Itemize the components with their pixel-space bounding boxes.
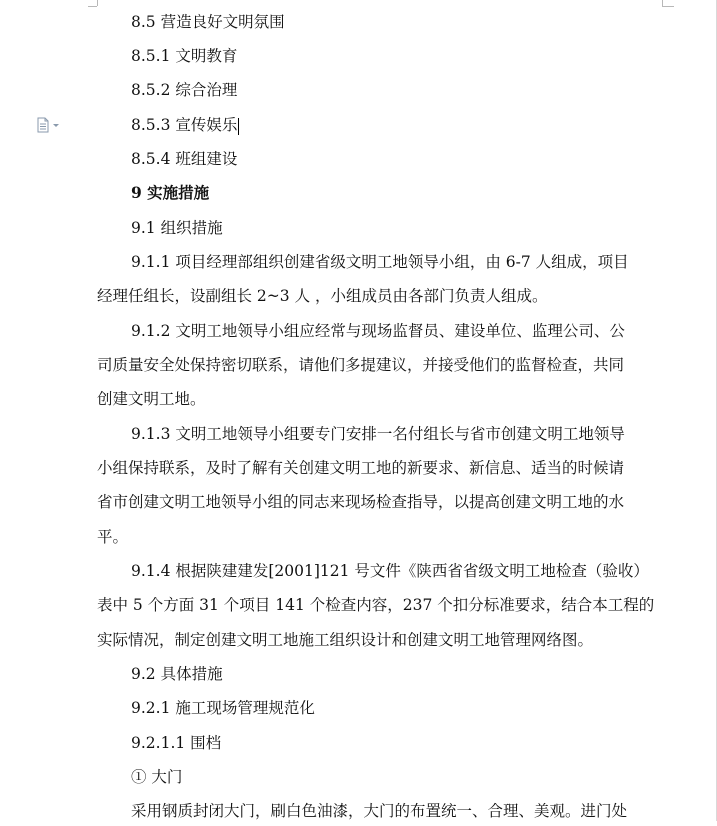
paragraph-9-1-1-line-1: 9.1.1 项目经理部组织创建省级文明工地领导小组，由 6-7 人组成，项目 xyxy=(131,253,629,271)
text-cursor xyxy=(238,118,239,135)
heading-9-2: 9.2 具体措施 xyxy=(131,665,223,683)
heading-8-5-3[interactable] xyxy=(131,110,697,140)
paragraph-9-1-4-line-3: 实际情况，制定创建文明工地施工组织设计和创建文明工地管理网络图。 xyxy=(97,631,594,649)
paragraph-9-1-3-line-3: 省市创建文明工地领导小组的同志来现场检查指导，以提高创建文明工地的水 xyxy=(97,493,625,511)
document-options-icon[interactable] xyxy=(36,117,62,133)
heading-9-2-1: 9.2.1 施工现场管理规范化 xyxy=(131,699,315,717)
paragraph-9-1-4-line-2: 表中 5 个方面 31 个项目 141 个检查内容，237 个扣分标准要求，结合本工程的 xyxy=(97,596,655,614)
paragraph-9-1-4-line-1: 9.1.4 根据陕建建发[2001]121 号文件《陕西省省级文明工地检查（验收） xyxy=(131,562,649,580)
paragraph-gate-line-1: 采用钢质封闭大门，刷白色油漆，大门的布置统一、合理、美观。进门处 xyxy=(131,802,628,820)
paragraph-9-1-1-line-2: 经理任组长，设副组长 2~3 人 ，小组成员由各部门负责人组成。 xyxy=(97,287,548,305)
list-item-gate: ① 大门 xyxy=(131,768,183,786)
heading-8-5: 8.5 营造良好文明氛围 xyxy=(131,13,285,31)
heading-9: 9 实施措施 xyxy=(131,183,210,202)
paragraph-9-1-2-line-3: 创建文明工地。 xyxy=(97,390,206,408)
heading-8-5-2: 8.5.2 综合治理 xyxy=(131,81,238,99)
heading-8-5-3-text: 8.5.3 宣传娱乐 xyxy=(131,116,238,134)
page-corner-top-left xyxy=(97,0,98,6)
paragraph-9-1-3-line-1: 9.1.3 文明工地领导小组要专门安排一名付组长与省市创建文明工地领导 xyxy=(131,425,625,443)
page-corner-top-left-h xyxy=(88,6,97,7)
heading-8-5-1: 8.5.1 文明教育 xyxy=(131,47,238,65)
paragraph-9-1-2-line-2: 司质量安全处保持密切联系，请他们多提建议，并接受他们的监督检查，共同 xyxy=(97,356,625,374)
heading-8-5-4: 8.5.4 班组建设 xyxy=(131,150,238,168)
paragraph-9-1-2-line-1: 9.1.2 文明工地领导小组应经常与现场监督员、建设单位、监理公司、公 xyxy=(131,322,625,340)
paragraph-9-1-3-line-2: 小组保持联系，及时了解有关创建文明工地的新要求、新信息、适当的时候请 xyxy=(97,459,625,477)
heading-9-2-1-1: 9.2.1.1 围档 xyxy=(131,734,222,752)
heading-9-1: 9.1 组织措施 xyxy=(131,219,223,237)
paragraph-9-1-3-line-4: 平。 xyxy=(97,528,129,546)
